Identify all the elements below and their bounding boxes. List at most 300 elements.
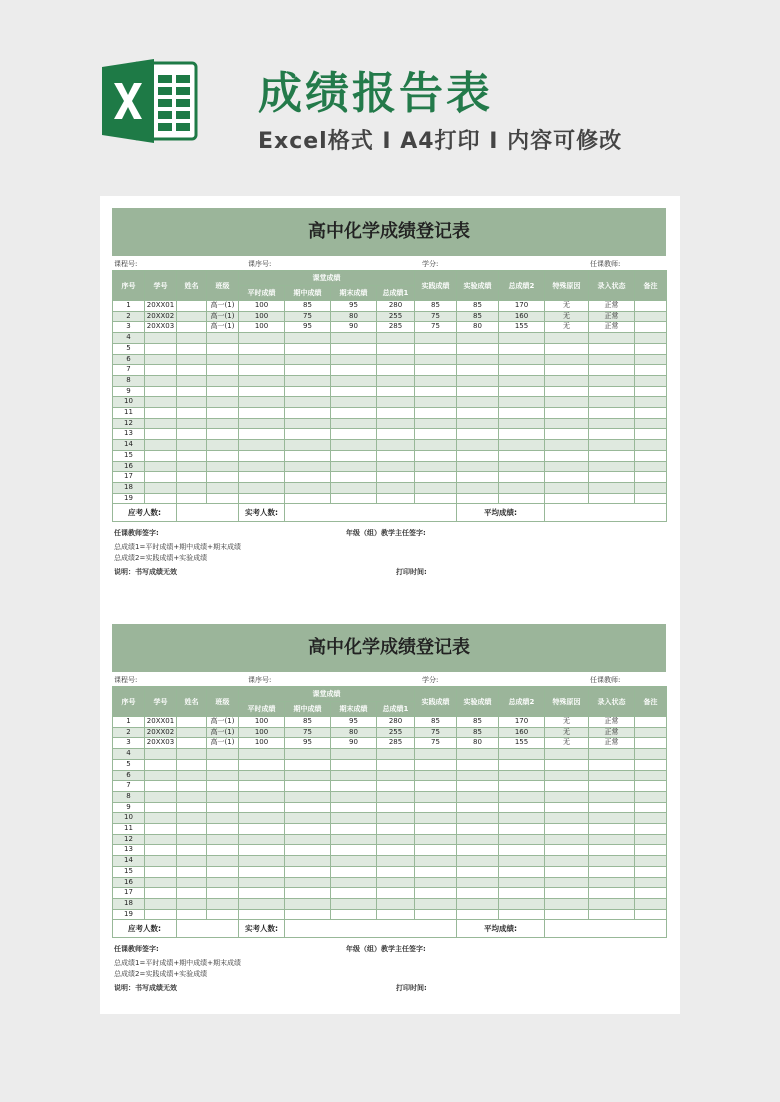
table-cell[interactable] <box>589 408 635 419</box>
table-cell[interactable] <box>239 450 285 461</box>
table-cell[interactable] <box>635 322 667 333</box>
table-cell[interactable] <box>415 824 457 835</box>
table-cell[interactable] <box>239 888 285 899</box>
table-cell[interactable] <box>635 482 667 493</box>
table-cell[interactable]: 85 <box>457 717 499 728</box>
table-cell[interactable] <box>177 322 207 333</box>
table-cell[interactable] <box>545 888 589 899</box>
table-cell[interactable] <box>239 866 285 877</box>
table-cell[interactable] <box>285 440 331 451</box>
table-cell[interactable] <box>545 898 589 909</box>
table-cell[interactable] <box>377 343 415 354</box>
table-cell[interactable]: 6 <box>113 770 145 781</box>
table-cell[interactable] <box>635 397 667 408</box>
table-cell[interactable]: 正常 <box>589 311 635 322</box>
table-cell[interactable] <box>415 845 457 856</box>
table-cell[interactable] <box>415 418 457 429</box>
table-cell[interactable]: 20XX03 <box>145 738 177 749</box>
table-cell[interactable] <box>457 856 499 867</box>
table-cell[interactable] <box>145 472 177 483</box>
table-cell[interactable] <box>145 333 177 344</box>
table-cell[interactable] <box>589 866 635 877</box>
table-cell[interactable] <box>331 845 377 856</box>
table-cell[interactable] <box>589 791 635 802</box>
table-cell[interactable] <box>177 813 207 824</box>
table-cell[interactable] <box>177 301 207 312</box>
table-cell[interactable] <box>239 418 285 429</box>
table-cell[interactable] <box>285 759 331 770</box>
table-cell[interactable]: 80 <box>331 311 377 322</box>
table-cell[interactable] <box>207 482 239 493</box>
table-cell[interactable] <box>589 749 635 760</box>
table-cell[interactable] <box>177 759 207 770</box>
table-cell[interactable]: 正常 <box>589 301 635 312</box>
table-cell[interactable]: 无 <box>545 322 589 333</box>
table-cell[interactable] <box>285 866 331 877</box>
table-cell[interactable] <box>177 781 207 792</box>
table-cell[interactable] <box>589 343 635 354</box>
table-cell[interactable] <box>239 365 285 376</box>
table-cell[interactable] <box>415 770 457 781</box>
table-cell[interactable] <box>545 877 589 888</box>
table-cell[interactable] <box>331 866 377 877</box>
table-cell[interactable]: 正常 <box>589 322 635 333</box>
table-cell[interactable]: 3 <box>113 322 145 333</box>
table-cell[interactable]: 无 <box>545 738 589 749</box>
table-cell[interactable] <box>499 898 545 909</box>
table-cell[interactable] <box>377 909 415 920</box>
table-cell[interactable] <box>239 824 285 835</box>
table-cell[interactable] <box>331 898 377 909</box>
table-cell[interactable] <box>415 386 457 397</box>
table-cell[interactable] <box>457 343 499 354</box>
table-cell[interactable] <box>377 834 415 845</box>
table-cell[interactable]: 19 <box>113 909 145 920</box>
table-cell[interactable] <box>589 493 635 504</box>
table-cell[interactable] <box>145 759 177 770</box>
table-cell[interactable] <box>415 397 457 408</box>
table-cell[interactable] <box>331 791 377 802</box>
table-cell[interactable] <box>285 333 331 344</box>
table-cell[interactable] <box>457 375 499 386</box>
table-cell[interactable] <box>589 759 635 770</box>
table-cell[interactable] <box>457 472 499 483</box>
table-cell[interactable] <box>145 482 177 493</box>
table-cell[interactable]: 85 <box>457 727 499 738</box>
table-cell[interactable] <box>635 301 667 312</box>
table-cell[interactable] <box>499 354 545 365</box>
table-cell[interactable] <box>635 311 667 322</box>
table-cell[interactable] <box>285 397 331 408</box>
table-cell[interactable]: 75 <box>415 727 457 738</box>
table-cell[interactable] <box>207 866 239 877</box>
table-cell[interactable] <box>207 397 239 408</box>
table-cell[interactable]: 170 <box>499 717 545 728</box>
table-cell[interactable]: 90 <box>331 322 377 333</box>
table-cell[interactable] <box>377 888 415 899</box>
table-cell[interactable]: 100 <box>239 738 285 749</box>
table-cell[interactable] <box>145 343 177 354</box>
expected-count-value[interactable] <box>177 504 239 522</box>
table-cell[interactable] <box>331 472 377 483</box>
table-cell[interactable]: 10 <box>113 813 145 824</box>
table-cell[interactable] <box>177 749 207 760</box>
table-cell[interactable] <box>415 877 457 888</box>
table-cell[interactable] <box>285 418 331 429</box>
table-cell[interactable] <box>545 866 589 877</box>
table-cell[interactable] <box>331 813 377 824</box>
table-cell[interactable]: 2 <box>113 727 145 738</box>
table-cell[interactable]: 85 <box>457 301 499 312</box>
table-cell[interactable] <box>457 909 499 920</box>
table-cell[interactable] <box>207 834 239 845</box>
table-cell[interactable] <box>177 493 207 504</box>
table-cell[interactable] <box>589 386 635 397</box>
table-cell[interactable] <box>177 866 207 877</box>
table-cell[interactable] <box>285 791 331 802</box>
table-cell[interactable] <box>545 856 589 867</box>
table-cell[interactable]: 10 <box>113 397 145 408</box>
table-cell[interactable] <box>331 749 377 760</box>
table-cell[interactable] <box>377 461 415 472</box>
table-cell[interactable]: 8 <box>113 375 145 386</box>
table-cell[interactable] <box>285 824 331 835</box>
table-cell[interactable]: 高一(1) <box>207 738 239 749</box>
table-cell[interactable]: 3 <box>113 738 145 749</box>
table-cell[interactable] <box>207 375 239 386</box>
table-cell[interactable] <box>415 429 457 440</box>
table-cell[interactable] <box>635 888 667 899</box>
table-cell[interactable] <box>499 791 545 802</box>
table-cell[interactable]: 12 <box>113 418 145 429</box>
table-cell[interactable]: 155 <box>499 738 545 749</box>
table-cell[interactable] <box>635 418 667 429</box>
table-cell[interactable] <box>499 802 545 813</box>
table-cell[interactable] <box>331 781 377 792</box>
table-cell[interactable] <box>545 472 589 483</box>
table-cell[interactable] <box>331 802 377 813</box>
table-cell[interactable] <box>145 375 177 386</box>
table-cell[interactable] <box>239 493 285 504</box>
table-cell[interactable] <box>331 759 377 770</box>
table-cell[interactable] <box>207 813 239 824</box>
table-cell[interactable] <box>239 834 285 845</box>
table-cell[interactable] <box>377 440 415 451</box>
table-cell[interactable] <box>377 866 415 877</box>
table-cell[interactable] <box>239 333 285 344</box>
table-cell[interactable] <box>377 749 415 760</box>
table-cell[interactable]: 20XX02 <box>145 727 177 738</box>
table-cell[interactable] <box>457 877 499 888</box>
table-cell[interactable]: 85 <box>285 717 331 728</box>
table-cell[interactable] <box>415 781 457 792</box>
table-cell[interactable] <box>499 813 545 824</box>
table-cell[interactable] <box>377 877 415 888</box>
table-cell[interactable] <box>499 408 545 419</box>
table-cell[interactable] <box>545 493 589 504</box>
table-cell[interactable] <box>145 802 177 813</box>
table-cell[interactable] <box>589 429 635 440</box>
table-cell[interactable]: 75 <box>285 311 331 322</box>
table-cell[interactable] <box>285 898 331 909</box>
table-cell[interactable] <box>377 781 415 792</box>
table-cell[interactable] <box>207 898 239 909</box>
table-cell[interactable]: 85 <box>415 301 457 312</box>
table-cell[interactable] <box>545 397 589 408</box>
table-cell[interactable] <box>415 472 457 483</box>
table-cell[interactable] <box>545 482 589 493</box>
table-cell[interactable] <box>589 354 635 365</box>
table-cell[interactable] <box>415 461 457 472</box>
table-cell[interactable] <box>145 866 177 877</box>
table-cell[interactable] <box>589 333 635 344</box>
table-cell[interactable] <box>457 429 499 440</box>
table-cell[interactable]: 4 <box>113 749 145 760</box>
table-cell[interactable] <box>207 440 239 451</box>
table-cell[interactable] <box>239 354 285 365</box>
table-cell[interactable] <box>545 408 589 419</box>
table-cell[interactable] <box>635 408 667 419</box>
table-cell[interactable] <box>545 450 589 461</box>
table-cell[interactable] <box>331 429 377 440</box>
table-cell[interactable] <box>285 375 331 386</box>
table-cell[interactable] <box>331 493 377 504</box>
table-cell[interactable] <box>457 493 499 504</box>
table-cell[interactable]: 280 <box>377 301 415 312</box>
table-cell[interactable] <box>285 845 331 856</box>
table-cell[interactable] <box>635 738 667 749</box>
table-cell[interactable] <box>145 397 177 408</box>
table-cell[interactable]: 16 <box>113 877 145 888</box>
table-cell[interactable]: 20XX01 <box>145 301 177 312</box>
table-cell[interactable]: 15 <box>113 866 145 877</box>
table-cell[interactable] <box>545 781 589 792</box>
table-cell[interactable]: 无 <box>545 301 589 312</box>
table-cell[interactable] <box>285 461 331 472</box>
table-cell[interactable] <box>145 824 177 835</box>
table-cell[interactable] <box>415 333 457 344</box>
table-cell[interactable] <box>285 408 331 419</box>
table-cell[interactable] <box>285 909 331 920</box>
table-cell[interactable] <box>331 365 377 376</box>
table-cell[interactable]: 19 <box>113 493 145 504</box>
table-cell[interactable] <box>145 408 177 419</box>
table-cell[interactable]: 13 <box>113 429 145 440</box>
table-cell[interactable] <box>499 866 545 877</box>
table-cell[interactable] <box>331 333 377 344</box>
table-cell[interactable] <box>177 440 207 451</box>
table-cell[interactable] <box>457 824 499 835</box>
table-cell[interactable] <box>457 450 499 461</box>
table-cell[interactable] <box>635 493 667 504</box>
table-cell[interactable] <box>589 397 635 408</box>
table-cell[interactable] <box>589 770 635 781</box>
table-cell[interactable] <box>239 461 285 472</box>
table-cell[interactable]: 1 <box>113 301 145 312</box>
table-cell[interactable]: 16 <box>113 461 145 472</box>
table-cell[interactable] <box>207 781 239 792</box>
table-cell[interactable] <box>145 834 177 845</box>
table-cell[interactable] <box>285 343 331 354</box>
table-cell[interactable] <box>177 365 207 376</box>
table-cell[interactable] <box>589 482 635 493</box>
table-cell[interactable] <box>239 845 285 856</box>
table-cell[interactable] <box>635 440 667 451</box>
table-cell[interactable] <box>239 343 285 354</box>
table-cell[interactable] <box>377 824 415 835</box>
table-cell[interactable] <box>635 717 667 728</box>
table-cell[interactable] <box>589 813 635 824</box>
table-cell[interactable] <box>457 845 499 856</box>
table-cell[interactable] <box>499 365 545 376</box>
table-cell[interactable]: 90 <box>331 738 377 749</box>
table-cell[interactable]: 8 <box>113 791 145 802</box>
table-cell[interactable]: 12 <box>113 834 145 845</box>
table-cell[interactable] <box>415 343 457 354</box>
table-cell[interactable]: 高一(1) <box>207 301 239 312</box>
table-cell[interactable]: 85 <box>457 311 499 322</box>
table-cell[interactable] <box>499 749 545 760</box>
table-cell[interactable]: 高一(1) <box>207 322 239 333</box>
table-cell[interactable]: 无 <box>545 311 589 322</box>
table-cell[interactable] <box>415 791 457 802</box>
table-cell[interactable]: 75 <box>285 727 331 738</box>
table-cell[interactable] <box>499 845 545 856</box>
table-cell[interactable] <box>415 834 457 845</box>
actual-count-value[interactable] <box>285 920 457 938</box>
table-cell[interactable]: 80 <box>331 727 377 738</box>
table-cell[interactable] <box>499 888 545 899</box>
table-cell[interactable] <box>285 834 331 845</box>
table-cell[interactable] <box>331 450 377 461</box>
table-cell[interactable] <box>545 791 589 802</box>
table-cell[interactable]: 85 <box>285 301 331 312</box>
table-cell[interactable] <box>415 493 457 504</box>
table-cell[interactable]: 正常 <box>589 727 635 738</box>
table-cell[interactable] <box>145 450 177 461</box>
table-cell[interactable] <box>207 845 239 856</box>
table-cell[interactable] <box>239 877 285 888</box>
table-cell[interactable] <box>145 493 177 504</box>
table-cell[interactable] <box>207 429 239 440</box>
table-cell[interactable] <box>589 450 635 461</box>
table-cell[interactable] <box>457 866 499 877</box>
table-cell[interactable] <box>415 749 457 760</box>
table-cell[interactable] <box>635 365 667 376</box>
table-cell[interactable] <box>331 397 377 408</box>
table-cell[interactable] <box>589 802 635 813</box>
table-cell[interactable] <box>457 813 499 824</box>
table-cell[interactable] <box>145 909 177 920</box>
table-cell[interactable] <box>457 440 499 451</box>
table-cell[interactable] <box>377 450 415 461</box>
table-cell[interactable] <box>177 418 207 429</box>
table-cell[interactable] <box>177 888 207 899</box>
table-cell[interactable] <box>377 365 415 376</box>
table-cell[interactable] <box>285 781 331 792</box>
table-cell[interactable]: 17 <box>113 472 145 483</box>
table-cell[interactable] <box>285 888 331 899</box>
table-cell[interactable] <box>457 888 499 899</box>
table-cell[interactable] <box>635 429 667 440</box>
table-cell[interactable] <box>145 386 177 397</box>
table-cell[interactable] <box>457 834 499 845</box>
table-cell[interactable] <box>589 824 635 835</box>
average-value[interactable] <box>545 504 667 522</box>
table-cell[interactable] <box>589 418 635 429</box>
table-cell[interactable] <box>285 482 331 493</box>
table-cell[interactable] <box>177 738 207 749</box>
table-cell[interactable] <box>207 461 239 472</box>
table-cell[interactable]: 11 <box>113 824 145 835</box>
table-cell[interactable]: 7 <box>113 781 145 792</box>
table-cell[interactable] <box>377 386 415 397</box>
table-cell[interactable] <box>589 461 635 472</box>
table-cell[interactable] <box>331 877 377 888</box>
table-cell[interactable]: 14 <box>113 856 145 867</box>
table-cell[interactable] <box>177 461 207 472</box>
actual-count-value[interactable] <box>285 504 457 522</box>
table-cell[interactable] <box>207 386 239 397</box>
table-cell[interactable] <box>635 791 667 802</box>
table-cell[interactable] <box>635 386 667 397</box>
table-cell[interactable] <box>145 461 177 472</box>
table-cell[interactable] <box>457 408 499 419</box>
table-cell[interactable]: 13 <box>113 845 145 856</box>
table-cell[interactable]: 11 <box>113 408 145 419</box>
table-cell[interactable] <box>635 824 667 835</box>
table-cell[interactable] <box>499 877 545 888</box>
table-cell[interactable] <box>635 802 667 813</box>
table-cell[interactable] <box>377 472 415 483</box>
table-cell[interactable] <box>177 717 207 728</box>
table-cell[interactable] <box>377 482 415 493</box>
table-cell[interactable] <box>239 472 285 483</box>
table-cell[interactable] <box>457 791 499 802</box>
table-cell[interactable] <box>589 375 635 386</box>
table-cell[interactable] <box>177 791 207 802</box>
table-cell[interactable]: 100 <box>239 311 285 322</box>
table-cell[interactable] <box>145 354 177 365</box>
table-cell[interactable] <box>177 834 207 845</box>
table-cell[interactable] <box>415 759 457 770</box>
table-cell[interactable] <box>331 824 377 835</box>
table-cell[interactable]: 20XX02 <box>145 311 177 322</box>
table-cell[interactable] <box>377 791 415 802</box>
table-cell[interactable] <box>145 791 177 802</box>
table-cell[interactable] <box>377 845 415 856</box>
table-cell[interactable] <box>177 824 207 835</box>
table-cell[interactable] <box>589 856 635 867</box>
table-cell[interactable]: 6 <box>113 354 145 365</box>
table-cell[interactable] <box>635 333 667 344</box>
table-cell[interactable] <box>331 440 377 451</box>
table-cell[interactable] <box>377 493 415 504</box>
table-cell[interactable] <box>239 770 285 781</box>
table-cell[interactable] <box>499 472 545 483</box>
table-cell[interactable] <box>635 727 667 738</box>
table-cell[interactable] <box>499 450 545 461</box>
table-cell[interactable] <box>239 408 285 419</box>
table-cell[interactable] <box>239 791 285 802</box>
table-cell[interactable] <box>207 408 239 419</box>
table-cell[interactable] <box>331 354 377 365</box>
table-cell[interactable] <box>239 909 285 920</box>
table-cell[interactable] <box>457 333 499 344</box>
table-cell[interactable] <box>177 472 207 483</box>
table-cell[interactable] <box>589 888 635 899</box>
table-cell[interactable] <box>239 856 285 867</box>
